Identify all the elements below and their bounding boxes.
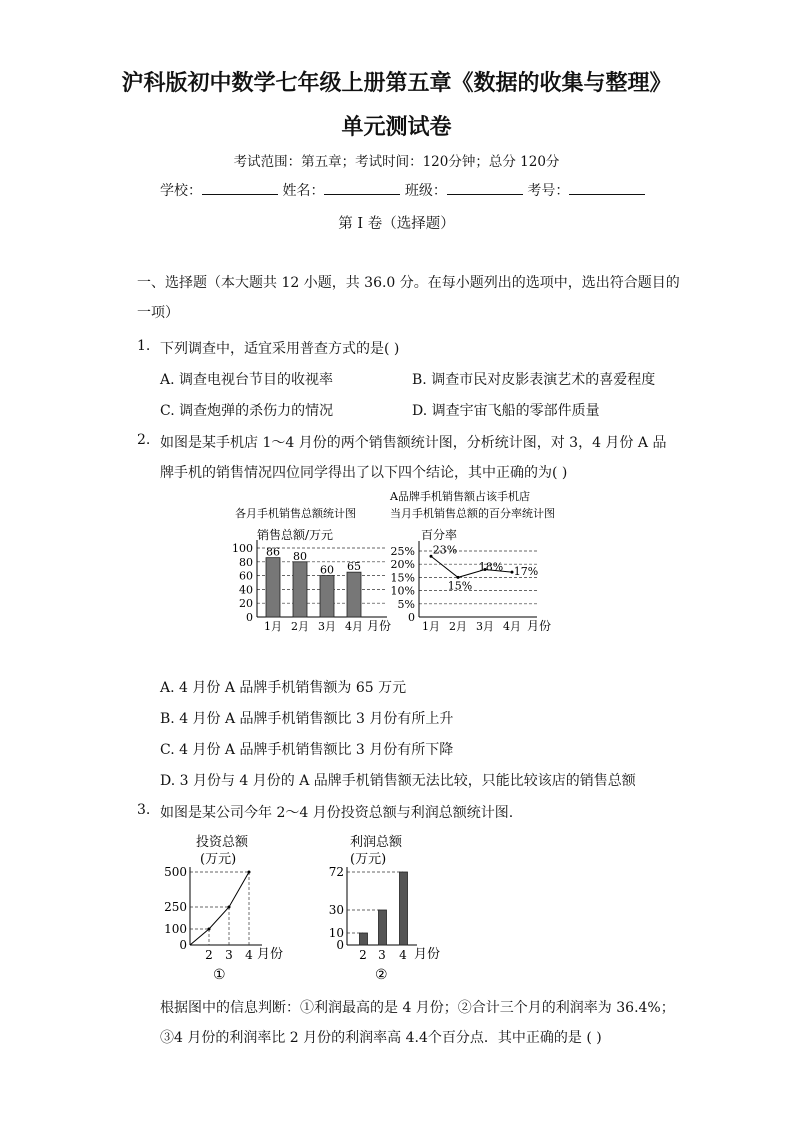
q2-stem-line1: 如图是某手机店 1～4 月份的两个销售额统计图，分析统计图，对 3，4 月份 A 品 — [160, 435, 667, 451]
chart2-ytick: 5% — [397, 597, 415, 611]
q1-option-b[interactable]: B. 调查市民对皮影表演艺术的喜爱程度 — [412, 372, 656, 388]
chart2-plot — [391, 541, 539, 633]
chart2-data-label: 23% — [432, 543, 458, 557]
chart3-caption: ① — [213, 967, 226, 983]
chart4-ytick: 10 — [328, 926, 344, 940]
chart4-bar — [379, 910, 387, 945]
chart3-ytick: 500 — [164, 865, 187, 879]
q3-statement-line2: ③4 月份的利润率比 2 月份的利润率高 4.4个百分点．其中正确的是 ( ) — [160, 1030, 602, 1046]
q2-number: 2. — [137, 432, 151, 448]
chart3-xlabel: 月份 — [257, 947, 284, 962]
chart1-xlabel: 月份 — [367, 619, 392, 633]
q3-chart-investment — [160, 832, 300, 987]
chart2-xtick: 3月 — [476, 620, 494, 633]
chart4-ytick: 0 — [336, 938, 344, 952]
exam-info: 考试范围：第五章；考试时间：120分钟；总分 120分 — [233, 154, 560, 170]
q2-option-b[interactable]: B. 4 月份 A 品牌手机销售额比 3 月份有所上升 — [160, 711, 454, 727]
chart2-data-label: 15% — [447, 579, 473, 593]
chart3-xtick: 4 — [245, 948, 253, 962]
q1-option-d[interactable]: D. 调查宇宙飞船的零部件质量 — [412, 403, 600, 419]
school-label: 学校： — [160, 183, 202, 199]
chart1-data-label: 65 — [347, 560, 361, 574]
chart1-xtick: 1月 — [264, 620, 282, 633]
chart3-ytick: 100 — [164, 922, 187, 936]
chart1-xtick: 2月 — [291, 620, 309, 633]
chart2-ytick: 25% — [390, 545, 415, 558]
chart3-line — [190, 872, 249, 945]
chart1-ytick: 0 — [246, 611, 253, 624]
q3-number: 3. — [137, 802, 151, 818]
class-label: 班级： — [404, 183, 447, 199]
q1-option-c[interactable]: C. 调查炮弹的杀伤力的情况 — [160, 403, 334, 419]
q2-option-d[interactable]: D. 3 月份与 4 月份的 A 品牌手机销售额无法比较，只能比较该店的销售总额 — [160, 773, 636, 789]
chart1-ylabel: 销售总额/万元 — [257, 528, 334, 542]
chart4-plot — [329, 865, 417, 962]
q1-stem: 下列调查中，适宜采用普查方式的是( ) — [160, 341, 400, 357]
q2-chart-sales-total — [225, 500, 405, 640]
chart2-data-label: 17% — [513, 565, 539, 579]
chart3-title-line2: (万元) — [200, 852, 237, 867]
chart1-data-label: 86 — [266, 545, 280, 559]
chart4-xtick: 2 — [359, 948, 367, 962]
chart1-title: 各月手机销售总额统计图 — [235, 507, 356, 520]
page-subtitle: 单元测试卷 — [341, 114, 452, 140]
chart4-xlabel: 月份 — [414, 947, 441, 962]
chart2-ylabel: 百分率 — [421, 528, 458, 542]
q1-option-a[interactable]: A. 调查电视台节目的收视率 — [160, 372, 334, 388]
q3-stem: 如图是某公司今年 2～4 月份投资总额与利润总额统计图. — [160, 805, 514, 821]
chart1-data-label: 80 — [293, 549, 307, 563]
chart2-xtick: 1月 — [422, 620, 440, 633]
q3-statement-line1: 根据图中的信息判断：①利润最高的是 4 月份；②合计三个月的利润率为 36.4%； — [160, 1000, 675, 1016]
chart3-xtick: 3 — [225, 948, 233, 962]
chart3-ytick: 250 — [164, 900, 187, 914]
chart2-ytick: 20% — [390, 558, 415, 572]
chart4-xtick: 3 — [378, 948, 386, 962]
chart3-title-line1: 投资总额 — [196, 835, 249, 850]
chart1-ytick: 100 — [232, 542, 253, 555]
chart1-ytick: 20 — [239, 597, 253, 611]
chart1-ytick: 60 — [239, 569, 253, 583]
chart4-title-line1: 利润总额 — [350, 835, 403, 850]
chart1-xtick: 3月 — [318, 620, 336, 633]
chart4-bar — [360, 933, 368, 945]
chart2-data-label: 18% — [478, 560, 504, 574]
chart3-xtick: 2 — [205, 948, 213, 962]
chart1-bar — [347, 572, 361, 617]
q2-stem-line2: 牌手机的销售情况四位同学得出了以下四个结论，其中正确的为( ) — [160, 465, 568, 481]
chart4-title-line2: (万元) — [350, 852, 387, 867]
chart4-xtick: 4 — [399, 948, 407, 962]
chart2-xlabel: 月份 — [527, 619, 552, 633]
chart2-xtick: 2月 — [449, 620, 467, 633]
chart2-ytick: 0 — [408, 611, 415, 624]
student-fields — [160, 180, 645, 200]
chart1-plot — [232, 540, 387, 633]
name-label: 姓名： — [282, 183, 325, 199]
chart2-ytick: 15% — [390, 571, 415, 585]
chart1-xtick: 4月 — [345, 620, 363, 633]
chart2-title-line1: A品牌手机销售额占该手机店 — [390, 490, 530, 503]
q2-option-c[interactable]: C. 4 月份 A 品牌手机销售额比 3 月份有所下降 — [160, 742, 454, 758]
chart4-ytick: 30 — [328, 903, 344, 917]
page-title: 沪科版初中数学七年级上册第五章《数据的收集与整理》 — [121, 70, 672, 96]
q3-chart-profit — [320, 832, 460, 987]
chart1-ytick: 80 — [239, 555, 253, 569]
q2-option-a[interactable]: A. 4 月份 A 品牌手机销售额为 65 万元 — [160, 680, 407, 696]
exam-number-label: 考号： — [527, 183, 570, 199]
volume-heading: 第 I 卷（选择题） — [338, 216, 455, 232]
chart2-ytick: 10% — [390, 584, 415, 598]
section-heading-cont: 一项） — [137, 305, 179, 321]
exam-number-blank[interactable] — [569, 180, 645, 195]
chart3-plot — [164, 865, 262, 962]
chart2-xtick: 4月 — [503, 620, 521, 633]
school-blank[interactable] — [202, 180, 278, 195]
chart1-ytick: 40 — [239, 583, 253, 597]
chart4-ytick: 72 — [328, 865, 344, 879]
chart1-data-label: 60 — [320, 563, 334, 577]
chart4-caption: ② — [375, 967, 388, 983]
chart2-title-line2: 当月手机销售总额的百分率统计图 — [390, 507, 555, 520]
name-blank[interactable] — [324, 180, 400, 195]
q1-number: 1. — [137, 338, 151, 354]
q2-chart-brand-share — [385, 486, 570, 640]
class-blank[interactable] — [447, 180, 523, 195]
section-heading: 一、选择题（本大题共 12 小题，共 36.0 分。在每小题列出的选项中，选出符合题目的 — [137, 275, 680, 291]
chart3-ytick: 0 — [179, 938, 187, 952]
chart1-bar — [320, 576, 334, 617]
chart1-bar — [293, 562, 307, 617]
chart4-bar — [400, 872, 408, 945]
chart1-bar — [266, 558, 280, 617]
